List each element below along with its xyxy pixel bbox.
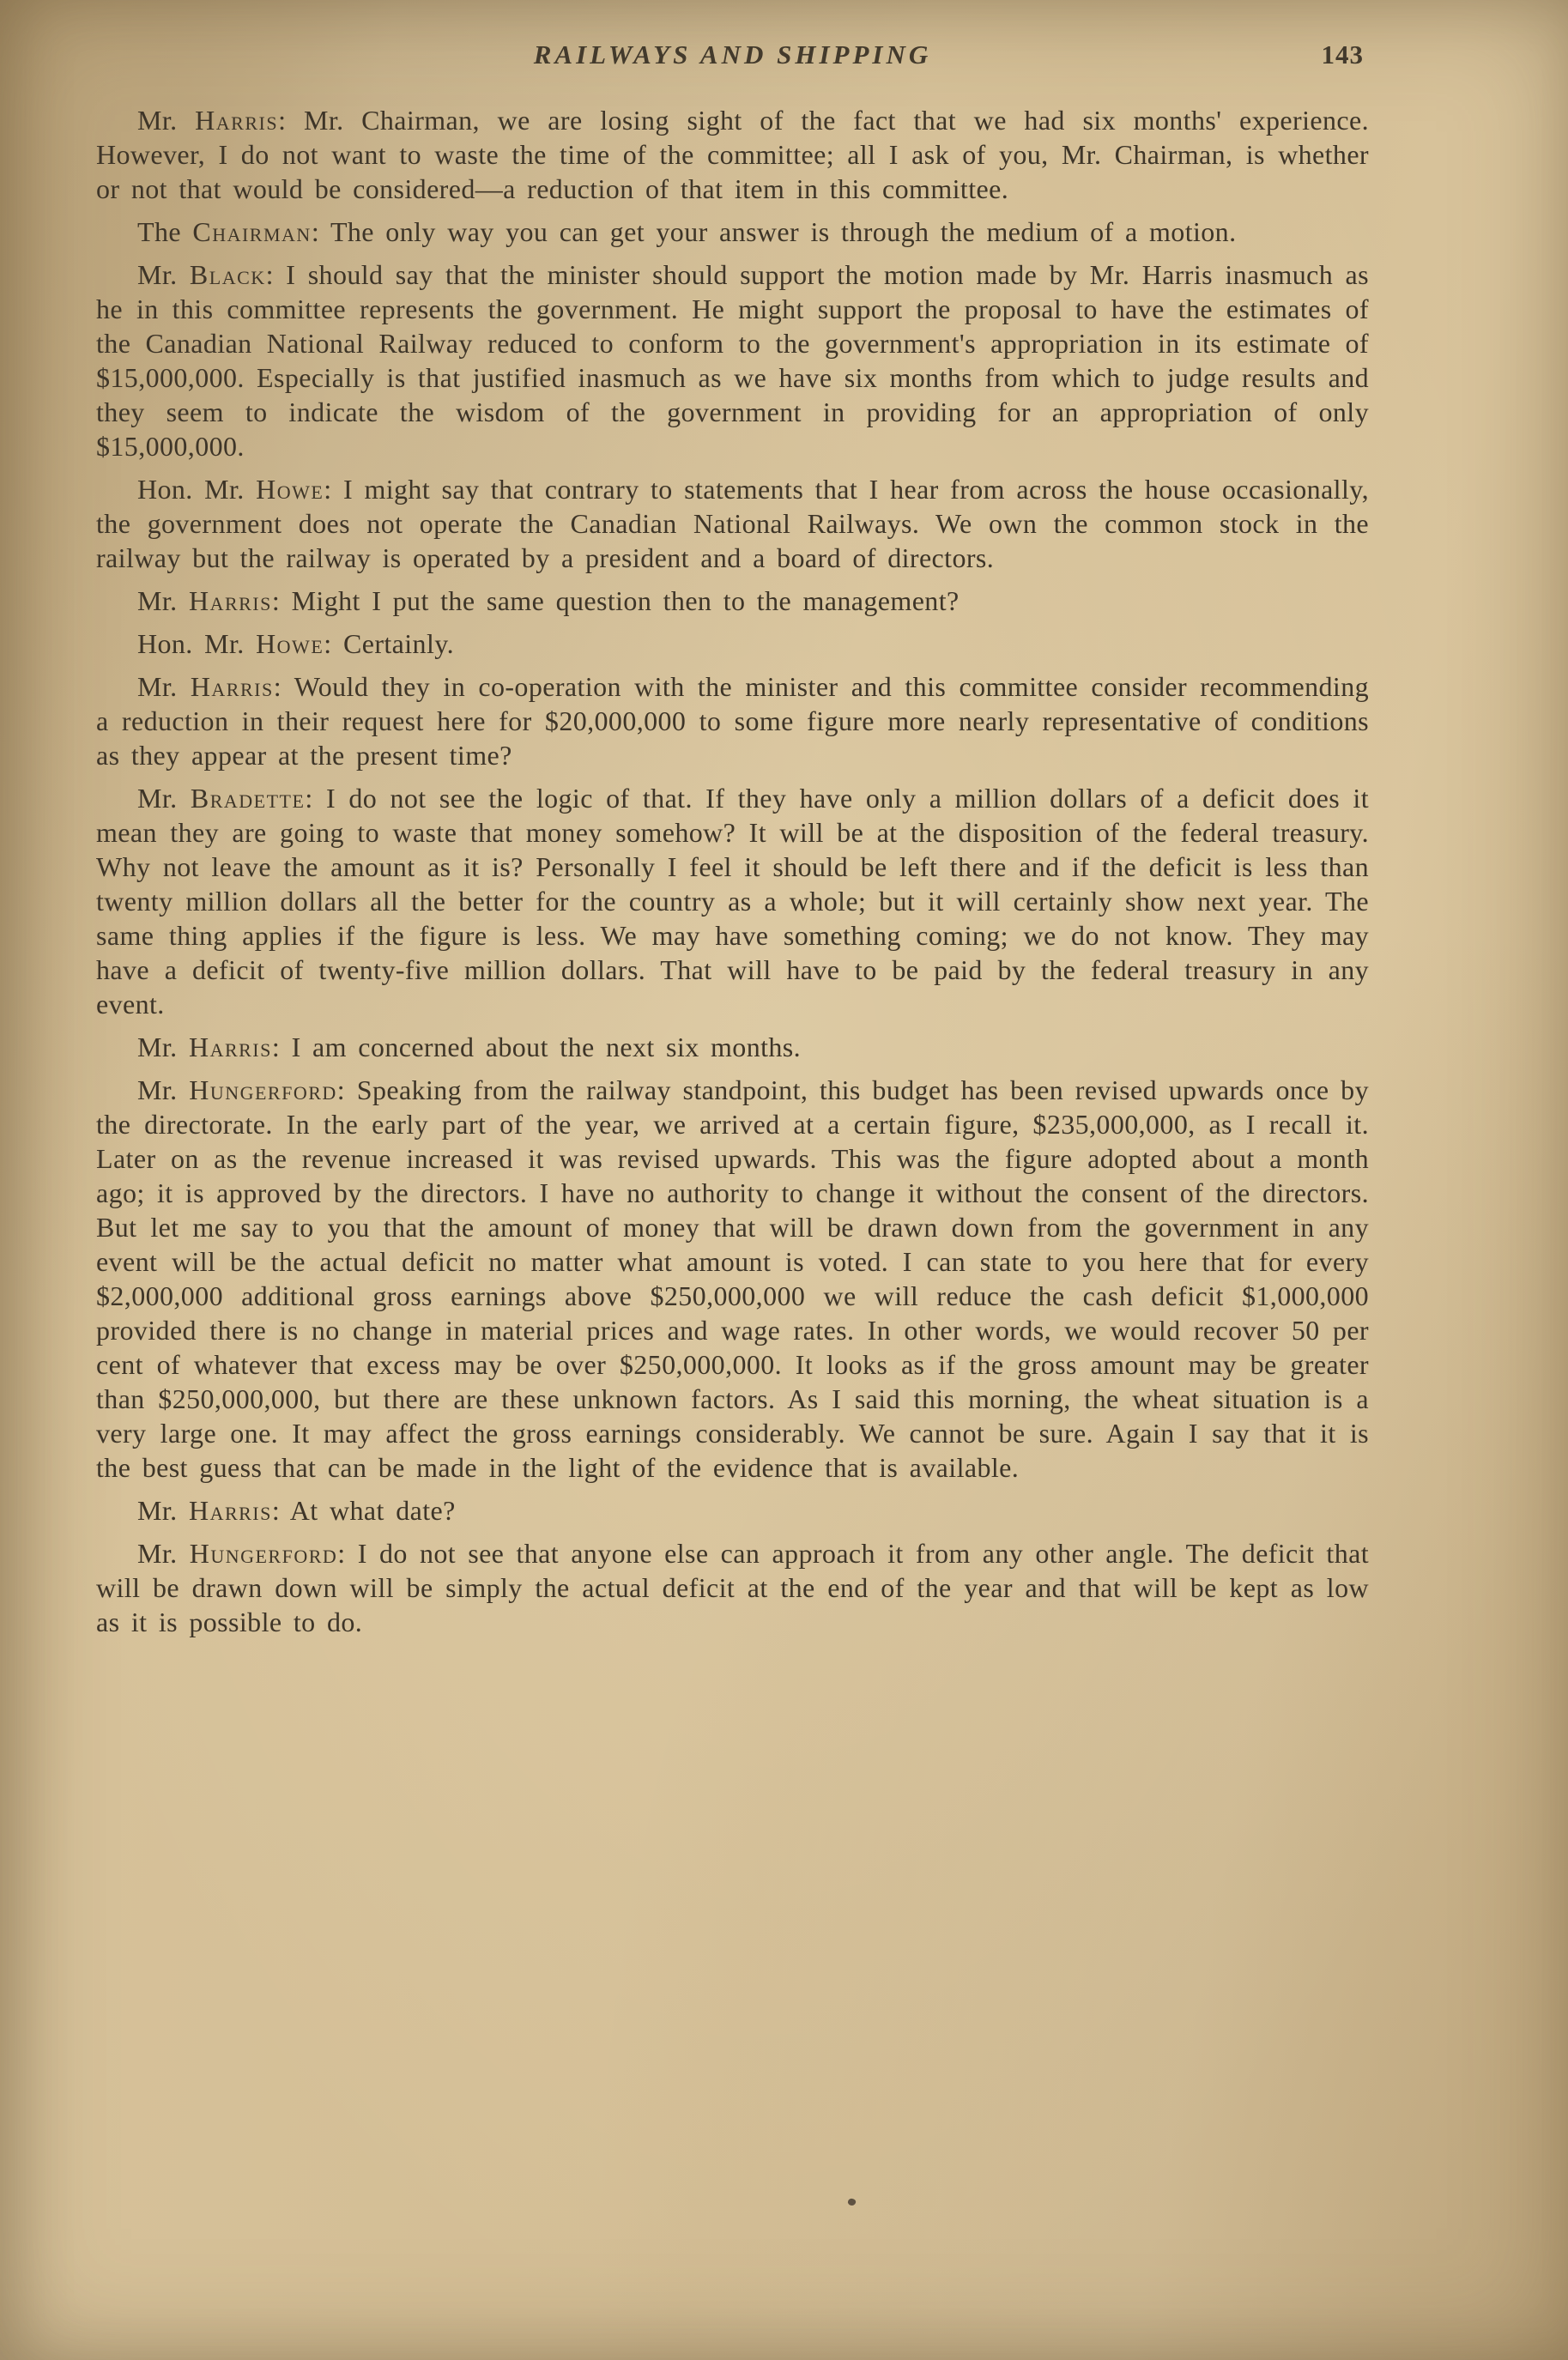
speaker-separator: : xyxy=(324,474,343,505)
speaker-surname: Howe xyxy=(256,474,324,505)
speaker-separator: : xyxy=(265,259,287,290)
speaker-name xyxy=(137,783,326,814)
speaker-title: Mr. xyxy=(137,105,196,136)
speaker-name xyxy=(137,1495,290,1526)
ink-speck xyxy=(847,2198,857,2207)
speaker-surname: Harris xyxy=(188,585,272,616)
speaker-title: Mr. xyxy=(137,585,189,616)
speaker-separator: : xyxy=(273,671,294,702)
speaker-name xyxy=(137,628,343,659)
speaker-separator: : xyxy=(336,1074,357,1105)
speaker-separator: : xyxy=(324,628,343,659)
transcript-paragraph xyxy=(96,472,1369,575)
transcript-paragraph xyxy=(96,669,1369,772)
paragraph-text: Certainly. xyxy=(342,628,454,659)
speaker-separator: : xyxy=(271,585,292,616)
page-header xyxy=(96,39,1369,77)
paragraph-text: Might I put the same question then to the management? xyxy=(291,585,960,616)
paragraph-text: I might say that contrary to statements that I hear from across the house occasionally, the government does not operate the Canadian National Railways. We own the common stock in the railway but the railway is operated by a president and a board of directors. xyxy=(96,474,1369,573)
speaker-name xyxy=(137,671,294,702)
speaker-surname: Hungerford xyxy=(189,1074,337,1105)
speaker-title: Mr. xyxy=(137,1495,189,1526)
speaker-title: Mr. xyxy=(137,259,190,290)
paragraph-text: Mr. Chairman, we are losing sight of the fact that we had six months' experience. However, I do not want to waste the time of the committee; all I ask of you, Mr. Chairman, is whether or not that would be considered—a reduction of that item in this committee. xyxy=(96,105,1369,204)
speaker-surname: Harris xyxy=(195,105,279,136)
paragraph-text: The only way you can get your answer is through the medium of a motion. xyxy=(330,216,1237,247)
speaker-title: Mr. xyxy=(137,783,191,814)
speaker-separator: : xyxy=(305,783,327,814)
transcript-paragraph xyxy=(96,103,1369,206)
speaker-name xyxy=(137,1074,357,1105)
speaker-title: Hon. Mr. xyxy=(137,628,257,659)
speaker-surname: Hungerford xyxy=(189,1538,338,1569)
transcript-paragraph xyxy=(96,584,1369,618)
speaker-name xyxy=(137,1032,292,1062)
running-head-title: RAILWAYS AND SHIPPING xyxy=(533,39,932,70)
speaker-surname: Chairman xyxy=(192,216,312,247)
transcript-paragraph xyxy=(96,215,1369,249)
transcript-body xyxy=(96,103,1369,1639)
paragraph-text: I am concerned about the next six months. xyxy=(291,1032,802,1062)
speaker-separator: : xyxy=(311,216,330,247)
transcript-paragraph xyxy=(96,781,1369,1021)
speaker-title: Mr. xyxy=(137,1074,190,1105)
page-number: 143 xyxy=(1321,39,1364,70)
speaker-separator: : xyxy=(271,1495,290,1526)
speaker-surname: Harris xyxy=(188,1495,272,1526)
speaker-name xyxy=(137,216,330,247)
transcript-paragraph xyxy=(96,1536,1369,1639)
speaker-title: The xyxy=(137,216,193,247)
speaker-surname: Harris xyxy=(190,671,274,702)
speaker-surname: Bradette xyxy=(190,783,306,814)
transcript-paragraph xyxy=(96,257,1369,463)
speaker-name xyxy=(137,105,304,136)
transcript-paragraph xyxy=(96,1030,1369,1064)
paragraph-text: I do not see the logic of that. If they have only a million dollars of a deficit does it mean they are going to waste that money somehow? It will be at the disposition of the federal treasury. Why not leave the amount as it is? Personally I feel it should be left there and if the deficit is less than twenty million dollars all the better for the country as a whole; but it will certainly show next year. The same thing applies if the figure is less. We may have something coming; we do not know. They may have a deficit of twenty-five million dollars. That will have to be paid by the federal treasury in any event. xyxy=(96,783,1370,1020)
speaker-title: Mr. xyxy=(137,671,191,702)
paragraph-text: Would they in co-operation with the minister and this committee consider recommending a reduction in their request here for $20,000,000 to some figure more nearly representative of conditions as they appear at the present time? xyxy=(96,671,1369,771)
paragraph-text: Speaking from the railway standpoint, this budget has been revised upwards once by the directorate. In the early part of the year, we arrived at a certain figure, $235,000,000, as I recall it. Later on as the revenue increased it was revised upwards. This was the figure adopted about a month ago; it is approved by the directors. I have no authority to change it without the consent of the directors. But let me say to you that the amount of money that will be drawn down from the government in any event will be the actual deficit no matter what amount is voted. I can state to you here that for every $2,000,000 additional gross earnings above $250,000,000 we will reduce the cash deficit $1,000,000 provided there is no change in material prices and wage rates. In other words, we would recover 50 per cent of whatever that excess may be over $250,000,000. It looks as if the gross amount may be greater than $250,000,000, but there are these unknown factors. As I said this morning, the wheat situation is a very large one. It may affect the gross earnings considerably. We cannot be sure. Again I say that it is the best guess that can be made in the light of the evidence that is available. xyxy=(96,1074,1369,1483)
speaker-title: Hon. Mr. xyxy=(137,474,257,505)
transcript-paragraph xyxy=(96,1493,1369,1528)
speaker-separator: : xyxy=(337,1538,358,1569)
speaker-separator: : xyxy=(271,1032,292,1062)
speaker-title: Mr. xyxy=(137,1538,190,1569)
speaker-surname: Howe xyxy=(256,628,324,659)
speaker-name xyxy=(137,259,286,290)
speaker-surname: Harris xyxy=(188,1032,272,1062)
speaker-name xyxy=(137,585,292,616)
speaker-name xyxy=(137,474,343,505)
paragraph-text: I do not see that anyone else can approach it from any other angle. The deficit that will be drawn down will be simply the actual deficit at the end of the year and that will be kept as low as it is possible to do. xyxy=(96,1538,1369,1637)
transcript-paragraph xyxy=(96,626,1369,661)
speaker-surname: Black xyxy=(189,259,266,290)
transcript-paragraph xyxy=(96,1073,1369,1485)
paragraph-text: I should say that the minister should support the motion made by Mr. Harris inasmuch as he in this committee represents the government. He might support the proposal to have the estimates of the Canadian National Railway reduced to conform to the government's appropriation in its estimate of $15,000,000. Especially is that justified inasmuch as we have six months from which to judge results and they seem to indicate the wisdom of the government in providing for an appropriation of only $15,000,000. xyxy=(96,259,1369,462)
speaker-name xyxy=(137,1538,358,1569)
paragraph-text: At what date? xyxy=(289,1495,456,1526)
speaker-separator: : xyxy=(278,105,304,136)
speaker-title: Mr. xyxy=(137,1032,189,1062)
